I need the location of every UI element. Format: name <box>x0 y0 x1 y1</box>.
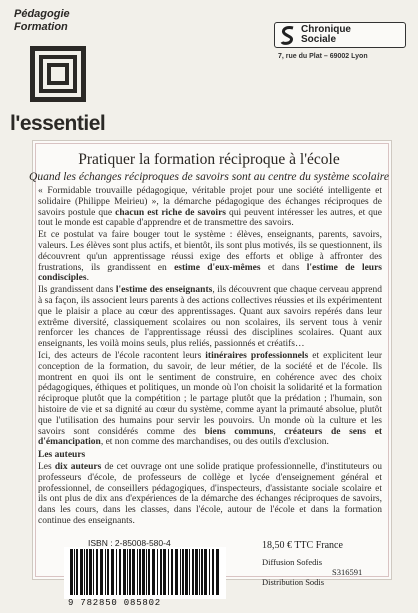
publisher-name-line-1: Chronique <box>301 24 351 35</box>
publisher-swirl-icon <box>279 25 297 45</box>
product-code: S316591 <box>332 567 363 577</box>
collection-brand: l'essentiel <box>10 112 106 135</box>
series-label <box>14 8 70 34</box>
publisher-name-line-2: Sociale <box>301 34 337 45</box>
distribution-2: Distribution Sodis <box>262 577 325 587</box>
paragraph-4: Ici, des acteurs de l'école racontent leurs itinéraires professionnels et explicitent leur conception de la formation, du savoir, de leur métier, de la société et de l'école. Ils montrent en quoi ils ont le sentiment de construire, en cohérence avec des choix pédagogiques, éthiques et politiques, un monde où l'on choisit la solidarité et la formation réciproque plutôt que la compétition ; le partage plutôt que la prédation ; l'humain, son histoire de vie et sa dignité au cœur du système, comme ayant la primauté absolue, plutôt que l'utilisation des humains pour servir les pouvoirs. Un monde où la culture et les savoirs sont considérés comme des biens communs, créateurs de sens et d'émancipation, et non comme des marchandises, ou des outils d'exclusion. <box>38 350 382 448</box>
publisher-address: 7, rue du Plat – 69002 Lyon <box>278 53 368 60</box>
book-title: Pratiquer la formation réciproque à l'école <box>78 151 340 168</box>
paragraph-3: Ils grandissent dans l'estime des enseignants, ils découvrent que chaque cerveau apprend à sa façon, ils associent leurs parents à des actions collectives réussies et ils expérimentent que le plaisir a place au cœur des apprentissages. Quant aux savoirs repérés dans leur extrême diversité, classiquement scolaires ou non scolaires, ils servent tous à venir renforcer les chances de l'apprentissage réussi des disciplines scolaires. Quant aux enseignants, les voilà moins seuls, plus reliés, passionnés et créatifs… <box>38 285 382 350</box>
series-line-2: Formation <box>14 21 68 33</box>
paragraph-5: Les dix auteurs de cet ouvrage ont une solide pratique professionnelle, d'instituteurs ou professeurs d'école, de professeurs de collège et lycée d'enseignement général et professionnel, de conseillers pédagogiques, d'inspecteurs, d'assistante sociale scolaire et ils ont plus de dix ans d'expériences de la démarche des échanges réciproques de savoirs, dans les cours, dans les classes, dans l'école, autour de l'école et dans la formation continue des enseignants. <box>38 461 382 526</box>
series-line-1: Pédagogie <box>14 8 70 20</box>
paragraph-1: « Formidable trouvaille pédagogique, véritable projet pour une société intelligente et solidaire (Philippe Meirieu) », la démarche pédagogique des échanges réciproques de savoirs postule que chacun est riche de savoirs qui peuvent intéresser les autres, et que tout le monde est capable d'apprendre et de transmettre des savoirs. <box>38 186 382 229</box>
barcode-digits: 9 782850 085802 <box>68 598 162 608</box>
barcode-icon <box>64 547 226 599</box>
isbn: ISBN : 2-85008-580-4 <box>88 538 171 548</box>
price: 18,50 € TTC France <box>262 540 343 551</box>
authors-heading: Les auteurs <box>38 450 86 461</box>
blurb-text <box>38 186 382 528</box>
paragraph-2: Et ce postulat va faire bouger tout le système : élèves, enseignants, parents, savoirs, valeurs. Les élèves sont plus actifs, et bientôt, ils sont plus motivés, ils se questionnent, ils découvrent qu'un apprentissage réussi exige des efforts et oblige à affronter des frustrations, ils grandissent en estime d'eux-mêmes et dans l'estime de leurs condisciples. <box>38 230 383 284</box>
distribution-1: Diffusion Sofedis <box>262 557 323 567</box>
collection-logo-icon <box>30 46 86 102</box>
publisher-name <box>301 25 351 45</box>
publisher-logo <box>274 22 406 48</box>
book-subtitle: Quand les échanges réciproques de savoirs sont au centre du système scolaire <box>29 171 389 183</box>
